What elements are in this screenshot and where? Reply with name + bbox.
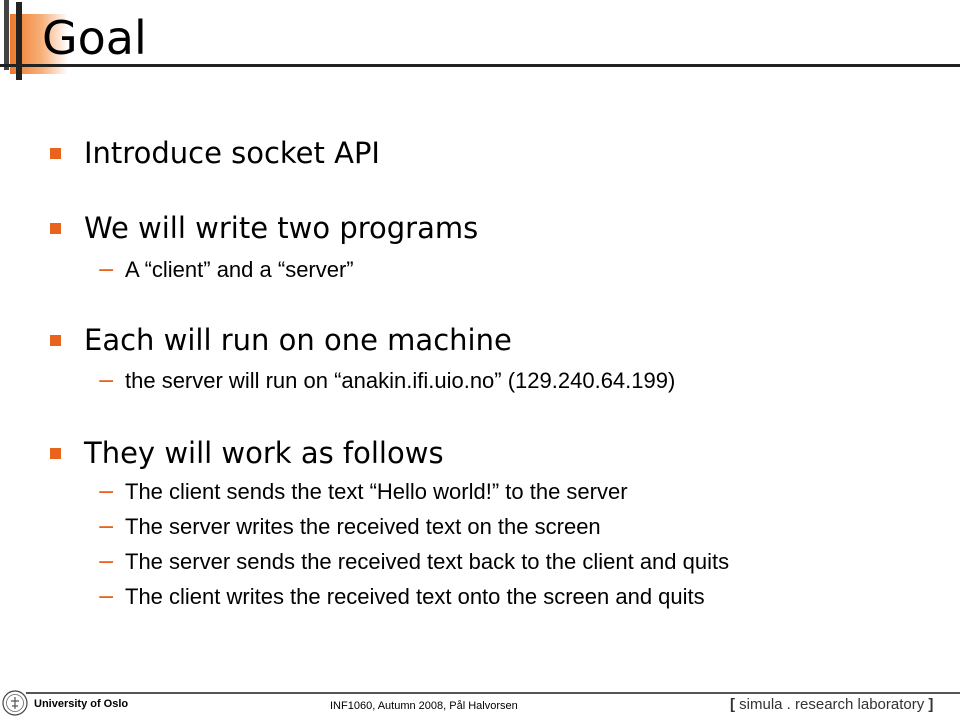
sub-bullet-text: The server sends the received text back to the client and quits	[125, 549, 730, 574]
square-bullet-icon	[50, 223, 61, 234]
dash-bullet: −	[97, 257, 116, 283]
sub-bullet-text: The client writes the received text onto the screen and quits	[125, 584, 705, 609]
university-seal-icon	[2, 690, 28, 716]
sub-bullet-item	[97, 478, 628, 506]
slide-footer	[0, 688, 960, 720]
square-bullet-icon	[50, 448, 61, 459]
sub-bullet-item	[97, 367, 675, 395]
dash-bullet: −	[97, 514, 116, 540]
sub-bullet-text: The server writes the received text on the screen	[125, 514, 601, 539]
bullet-item	[50, 435, 444, 471]
title-vertical-bar	[16, 2, 22, 80]
square-bullet-icon	[50, 335, 61, 346]
square-bullet-icon	[50, 148, 61, 159]
bullet-text: We will write two programs	[84, 211, 479, 245]
dash-bullet: −	[97, 368, 116, 394]
title-vertical-bar	[4, 0, 9, 70]
sub-bullet-item	[97, 583, 705, 611]
dash-bullet: −	[97, 584, 116, 610]
footer-course-info: INF1060, Autumn 2008, Pål Halvorsen	[330, 700, 518, 712]
footer-university: University of Oslo	[34, 698, 129, 710]
bullet-text: Each will run on one machine	[84, 323, 512, 357]
sub-bullet-item	[97, 548, 729, 576]
footer-divider	[26, 692, 960, 694]
footer-lab-bracket: ]	[928, 696, 934, 713]
sub-bullet-item	[97, 256, 354, 284]
bullet-item	[50, 322, 512, 358]
dash-bullet: −	[97, 479, 116, 505]
footer-lab-bracket: [	[730, 696, 735, 713]
bullet-text: Introduce socket API	[84, 136, 380, 170]
sub-bullet-text: A “client” and a “server”	[125, 257, 354, 282]
footer-lab-logo	[730, 696, 933, 713]
sub-bullet-text: the server will run on “anakin.ifi.uio.no” (129.240.64.199)	[125, 368, 676, 393]
sub-bullet-text: The client sends the text “Hello world!” to the server	[125, 479, 628, 504]
bullet-text: They will work as follows	[84, 436, 444, 470]
bullet-item	[50, 135, 380, 171]
sub-bullet-item	[97, 513, 601, 541]
bullet-item	[50, 210, 478, 246]
slide-title: Goal	[42, 11, 147, 65]
dash-bullet: −	[97, 549, 116, 575]
footer-lab-name: simula . research laboratory	[735, 696, 929, 713]
